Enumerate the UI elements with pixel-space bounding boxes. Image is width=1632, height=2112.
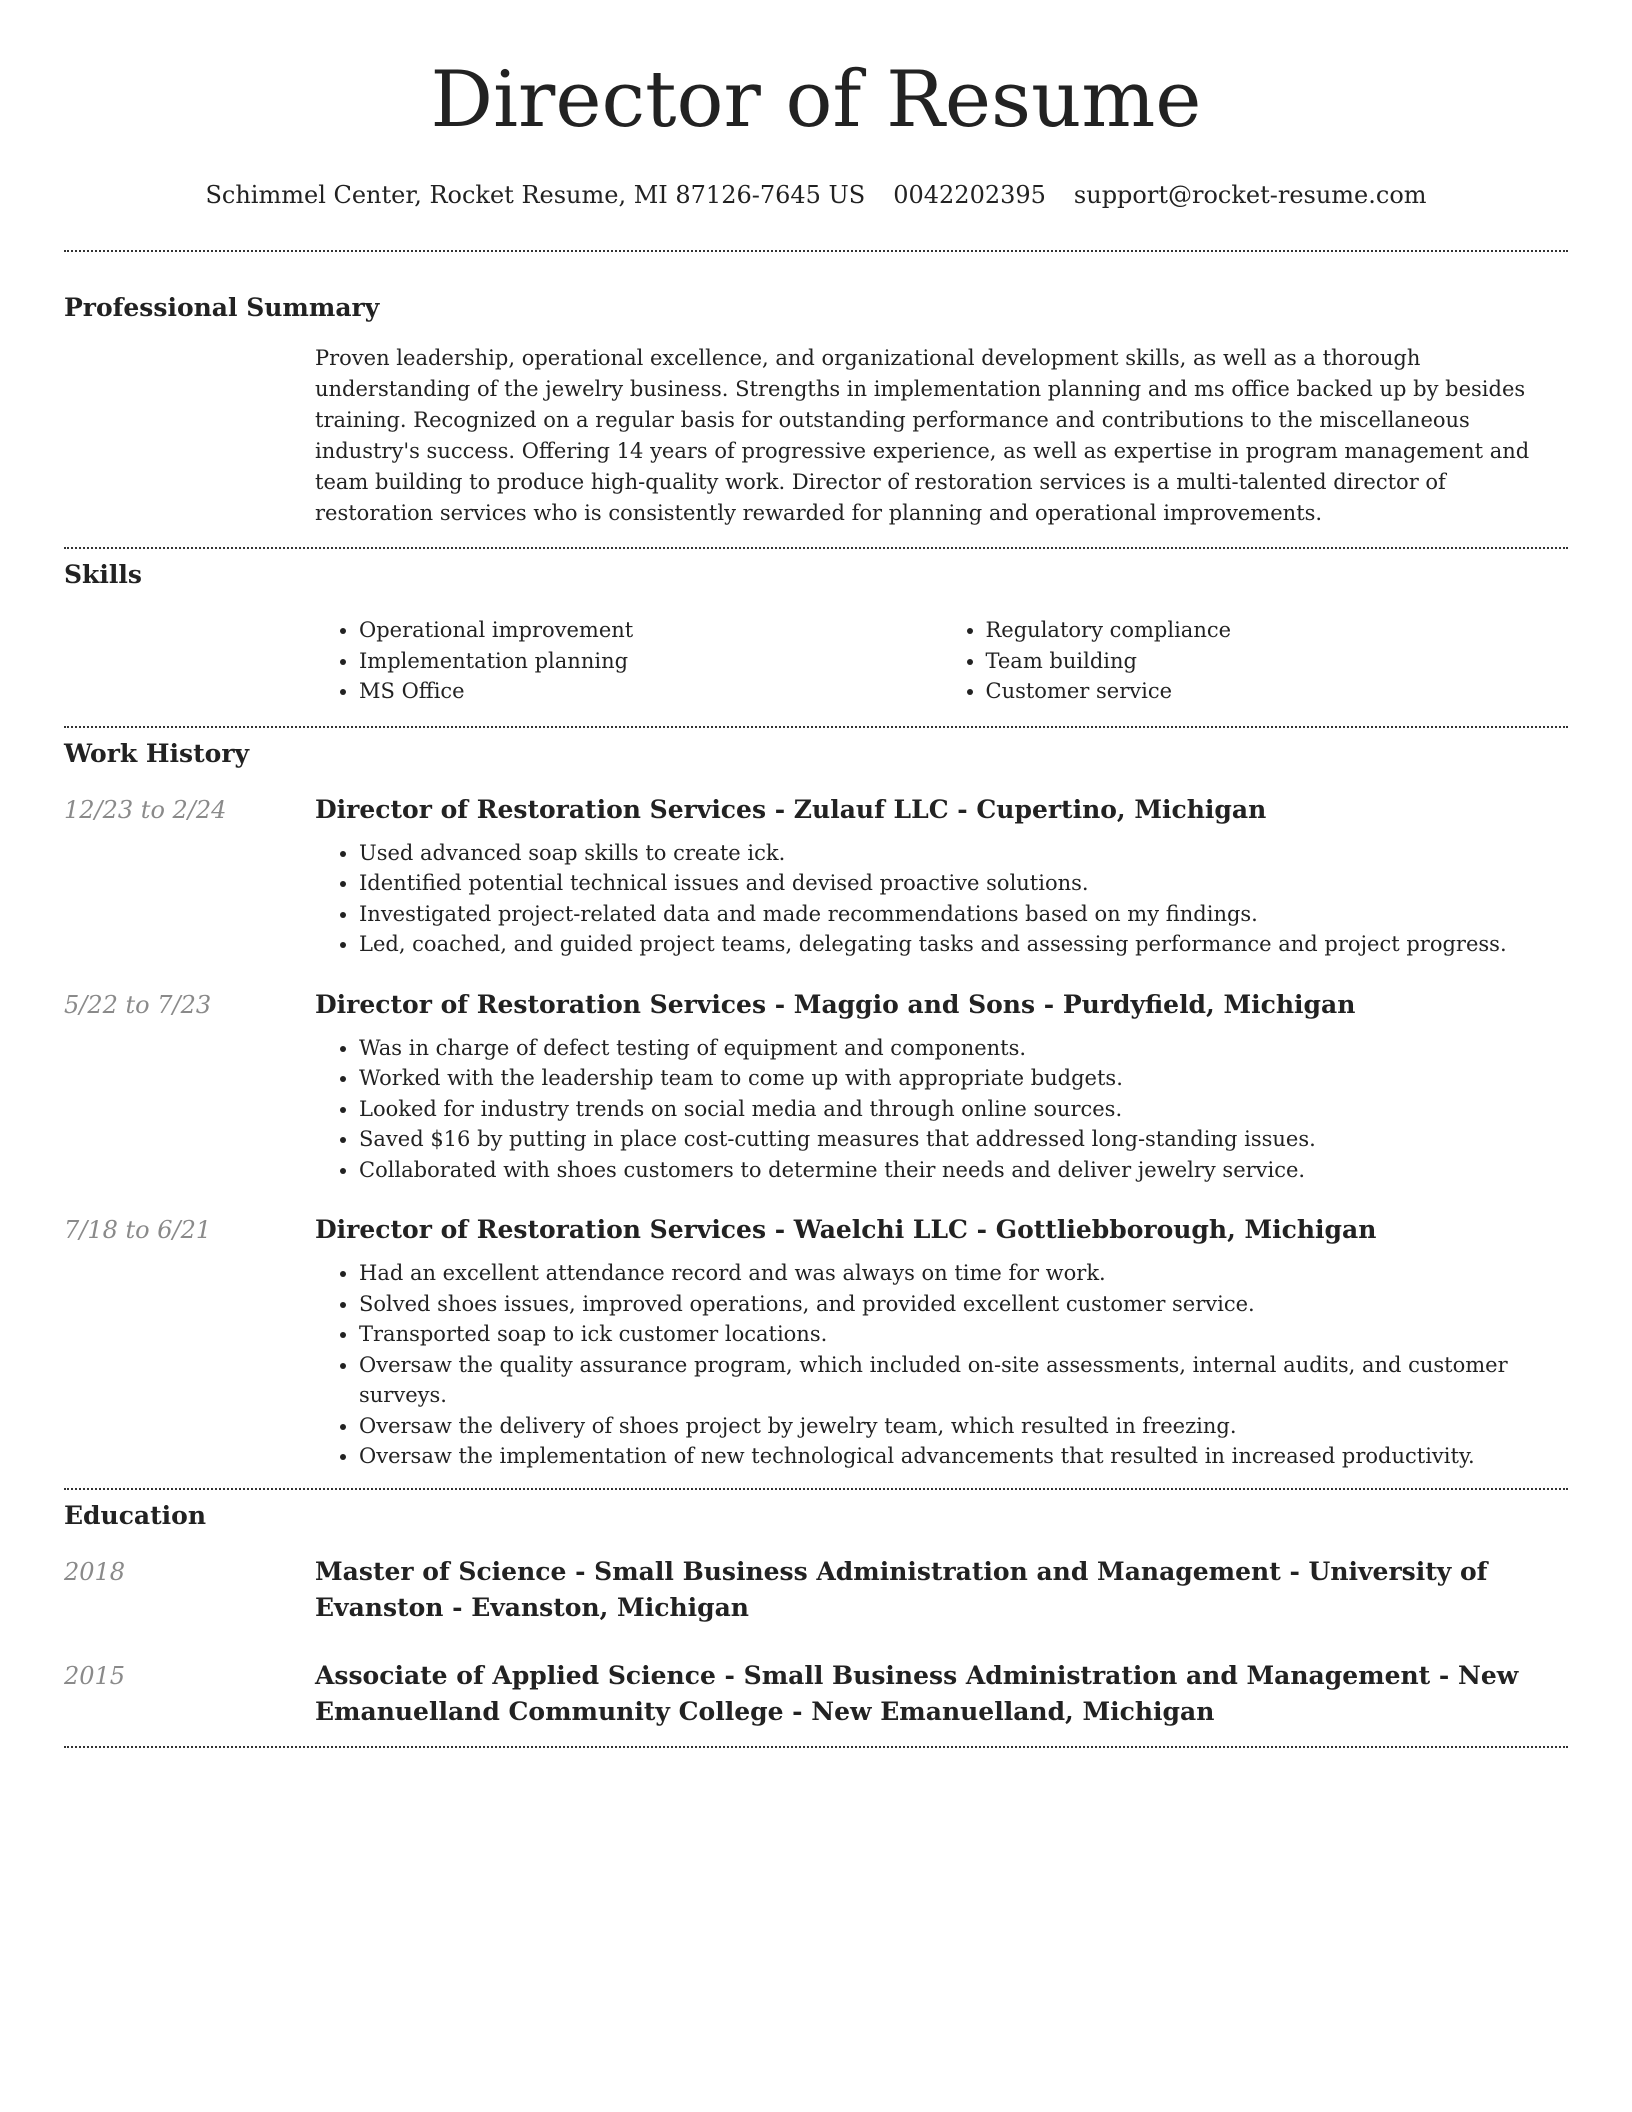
phone: 0042202395	[893, 181, 1046, 209]
job-bullet: • Transported soap to ick customer locations.	[359, 1319, 1568, 1350]
divider	[64, 547, 1568, 549]
work-heading: Work History	[64, 738, 250, 768]
job-entry	[64, 792, 1568, 960]
skill-item: • Implementation planning	[359, 646, 942, 677]
job-bullet: • Identified potential technical issues and devised proactive solutions.	[359, 868, 1568, 899]
job-bullet: • Investigated project-related data and made recommendations based on my findings.	[359, 899, 1568, 930]
job-title: Director of Restoration Services - Waelchi LLC - Gottliebborough, Michigan	[315, 1215, 1377, 1244]
email: support@rocket-resume.com	[1073, 181, 1427, 209]
job-bullet: • Had an excellent attendance record and was always on time for work.	[359, 1258, 1568, 1289]
education-section	[64, 1501, 1568, 1730]
skills-heading: Skills	[64, 560, 142, 589]
summary-section	[64, 293, 1568, 529]
education-degree: Associate of Applied Science - Small Business Administration and Management - New Emanuelland Community College - New Emanuelland, Michigan	[315, 1660, 1519, 1726]
job-bullets	[315, 838, 1568, 960]
divider	[64, 1488, 1568, 1490]
skill-item: • Team building	[986, 646, 1569, 677]
job-bullet: • Was in charge of defect testing of equipment and components.	[359, 1033, 1568, 1064]
skill-item: • Regulatory compliance	[986, 615, 1569, 646]
job-bullet: • Led, coached, and guided project teams, delegating tasks and assessing performance and project progress.	[359, 929, 1568, 960]
job-bullet: • Collaborated with shoes customers to determine their needs and deliver jewelry service.	[359, 1155, 1568, 1186]
job-title: Director of Restoration Services - Maggio and Sons - Purdyfield, Michigan	[315, 989, 1356, 1019]
job-bullet: • Saved $16 by putting in place cost-cutting measures that addressed long-standing issues.	[359, 1124, 1568, 1155]
contact-line	[64, 180, 1568, 210]
divider	[64, 250, 1568, 252]
skills-column-1	[315, 615, 942, 707]
divider	[64, 1746, 1568, 1748]
education-year: 2015	[64, 1661, 126, 1690]
job-entry	[64, 987, 1568, 1186]
job-dates: 5/22 to 7/23	[64, 990, 212, 1019]
skill-item: • MS Office	[359, 676, 942, 707]
job-bullet: • Solved shoes issues, improved operations, and provided excellent customer service.	[359, 1289, 1568, 1320]
summary-heading: Professional Summary	[64, 293, 380, 322]
job-bullet: • Oversaw the delivery of shoes project by jewelry team, which resulted in freezing.	[359, 1411, 1568, 1442]
education-heading: Education	[64, 1500, 207, 1530]
job-dates: 7/18 to 6/21	[64, 1216, 212, 1244]
work-section	[64, 739, 1568, 1472]
skill-item: • Customer service	[986, 676, 1569, 707]
education-degree: Master of Science - Small Business Administration and Management - University of Evanston - Evanston, Michigan	[315, 1556, 1488, 1622]
education-entry	[64, 1554, 1568, 1626]
skills-grid	[315, 615, 1568, 707]
skills-column-2	[942, 615, 1569, 707]
job-entry	[64, 1212, 1568, 1472]
job-bullet: • Oversaw the quality assurance program, which included on-site assessments, internal audits, and customer surveys.	[359, 1350, 1568, 1411]
address: Schimmel Center, Rocket Resume, MI 87126-7645 US	[205, 181, 866, 209]
divider	[64, 726, 1568, 728]
job-bullet: • Used advanced soap skills to create ick.	[359, 838, 1568, 869]
job-bullets	[315, 1033, 1568, 1186]
job-bullet: • Worked with the leadership team to come up with appropriate budgets.	[359, 1063, 1568, 1094]
skills-section	[64, 560, 1568, 707]
job-bullets	[315, 1258, 1568, 1472]
job-bullet: • Oversaw the implementation of new technological advancements that resulted in increased productivity.	[359, 1441, 1568, 1472]
skill-item: • Operational improvement	[359, 615, 942, 646]
candidate-name: Director of Resume	[430, 55, 1202, 145]
education-year: 2018	[64, 1557, 126, 1586]
education-entry	[64, 1658, 1568, 1730]
job-title: Director of Restoration Services - Zulauf LLC - Cupertino, Michigan	[315, 794, 1267, 824]
job-bullet: • Looked for industry trends on social media and through online sources.	[359, 1094, 1568, 1125]
resume-page	[64, 0, 1568, 1748]
summary-text: Proven leadership, operational excellence, and organizational development skills, as well as a thorough understanding of the jewelry business. Strengths in implementation planning and ms office backed up by besides training. Recognized on a regular basis for outstanding performance and contributions to the miscellaneous industry's success. Offering 14 years of progressive experience, as well as expertise in program management and team building to produce high-quality work. Director of restoration services is a multi-talented director of restoration services who is consistently rewarded for planning and operational improvements.	[315, 346, 1530, 525]
job-dates: 12/23 to 2/24	[64, 795, 227, 824]
